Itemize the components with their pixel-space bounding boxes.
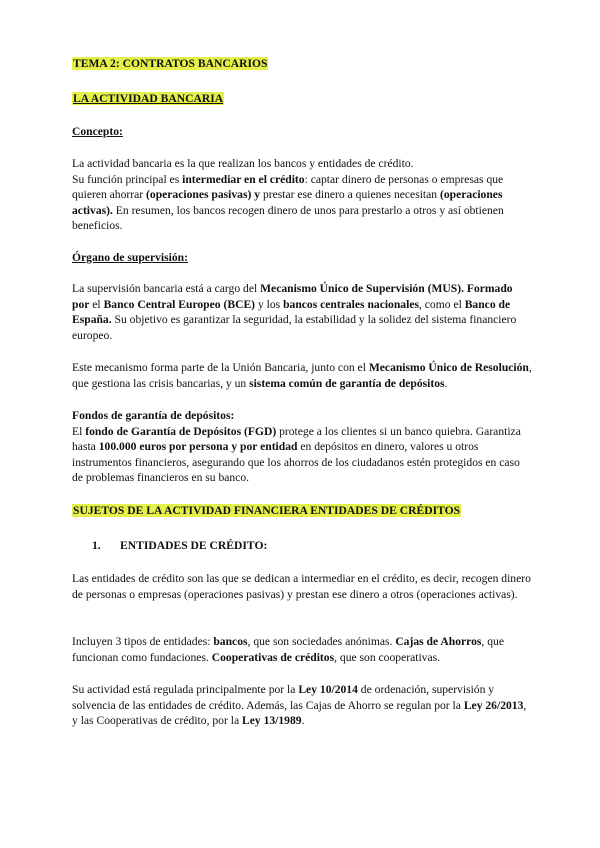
concepto-text-2c: : captar dinero de personas o empresas que quieren ahorrar [72, 172, 504, 202]
organo-text-1a: La supervisión bancaria está a cargo del [72, 282, 261, 295]
entidades-text-3d: Ley 26/2013 [463, 698, 524, 712]
organo-text-1e: Banco Central Europeo (BCE) [103, 297, 256, 311]
entidades-text-1: Las entidades de crédito son las que se dedican a intermediar en el crédito, es decir, recogen dinero de personas o empresas (operaciones pasivas) y prestan ese dinero a otros (operaciones activas). [72, 572, 531, 601]
organo-paragraph-1 [72, 281, 532, 343]
entidades-text-2f: Cooperativas de créditos [211, 650, 335, 664]
fondos-label: Fondos de garantía de depósitos: [72, 409, 235, 422]
organo-label-text: Órgano de supervisión: [72, 251, 188, 264]
document-title [72, 56, 532, 72]
organo-text-2d: sistema común de garantía de depósitos [249, 376, 445, 390]
list-item-entidades [0, 538, 600, 554]
concepto-paragraph [72, 156, 532, 234]
concepto-text-2e: y [251, 188, 261, 202]
list-item-title: ENTIDADES DE CRÉDITO: [120, 539, 268, 552]
section-heading-sujetos-text: SUJETOS DE LA ACTIVIDAD FINANCIERA ENTIDADES DE CRÉDITOS [73, 504, 461, 517]
entidades-text-3b: Ley 10/2014 [298, 683, 358, 696]
entidades-text-2a: Incluyen 3 tipos de entidades: [72, 635, 214, 648]
entidades-text-3f: Ley 13/1989 [242, 714, 302, 728]
concepto-text-2h: En resumen, los bancos recogen dinero de unos para prestarlo a otros y así obtienen beneficios. [72, 203, 504, 233]
concepto-text-2f: prestar ese dinero a quienes necesitan [260, 188, 440, 202]
entidades-paragraph-1 [72, 571, 532, 602]
concepto-label [72, 124, 532, 140]
entidades-paragraph-2 [72, 634, 532, 665]
organo-text-2e: . [444, 376, 448, 390]
concepto-text-1: La actividad bancaria es la que realizan los bancos y entidades de crédito. [72, 157, 414, 170]
concepto-text-2b: intermediar en el crédito [182, 172, 305, 186]
entidades-text-2c: , que son sociedades anónimas. [247, 635, 396, 648]
entidades-paragraph-3 [72, 682, 532, 729]
fondos-text-1e: en depósitos en dinero, valores u otros instrumentos financieros, asegurando que los ahorros de los ciudadanos estén protegidos en caso de problemas financieros en su banco. [72, 440, 520, 485]
document-title-text: TEMA 2: CONTRATOS BANCARIOS [73, 57, 268, 70]
organo-text-1b: Mecanismo Único de Supervisión (MUS). [260, 282, 464, 295]
organo-text-1j: Su objetivo es garantizar la seguridad, la estabilidad y la solidez del sistema financiero europeo. [72, 313, 517, 342]
list-item-number: 1. [92, 539, 101, 552]
fondos-text-1c: protege a los clientes si un banco quiebra. Garantiza hasta [72, 424, 521, 454]
organo-label [72, 250, 532, 266]
organo-text-2b: Mecanismo Único de Resolución [368, 361, 529, 374]
fondos-paragraph [72, 408, 532, 486]
fondos-text-1a: El [72, 424, 86, 438]
organo-text-1f: y los [255, 297, 284, 311]
entidades-text-2d: Cajas de Ahorros [395, 635, 482, 648]
fondos-text-1d: 100.000 euros por persona y por entidad [98, 440, 298, 454]
section-heading-actividad-bancaria [72, 91, 532, 107]
concepto-text-2d: (operaciones pasivas) [146, 188, 252, 202]
fondos-text-1b: fondo de Garantía de Depósitos (FGD) [85, 424, 277, 438]
entidades-text-3e: , y las Cooperativas de crédito, por la [72, 698, 527, 728]
organo-text-2a: Este mecanismo forma parte de la Unión Bancaria, junto con el [72, 361, 369, 374]
organo-text-1d: el [89, 297, 104, 311]
entidades-text-3c: de ordenación, supervisión y solvencia de las entidades de crédito. Además, las Cajas de Ahorro se regulan por la [72, 683, 495, 712]
entidades-text-2g: , que son cooperativas. [334, 650, 441, 664]
organo-text-1h: , como el [418, 297, 465, 311]
organo-text-1i: Banco de España. [72, 297, 511, 327]
concepto-text-2g: (operaciones activas). [72, 188, 503, 217]
entidades-text-2b: bancos [213, 635, 248, 648]
organo-text-1g: bancos centrales nacionales [283, 297, 419, 311]
organo-text-2c: , que gestiona las crisis bancarias, y un [72, 361, 532, 390]
concepto-text-2a: Su función principal es [72, 172, 183, 186]
concepto-label-text: Concepto: [72, 125, 123, 138]
entidades-text-3a: Su actividad está regulada principalmente por la [72, 683, 299, 696]
section-heading-text: LA ACTIVIDAD BANCARIA [73, 92, 224, 105]
entidades-text-2e: , que funcionan como fundaciones. [72, 635, 504, 664]
organo-paragraph-2 [72, 360, 532, 391]
organo-text-1c: Formado por [72, 282, 513, 311]
section-heading-sujetos [72, 503, 532, 519]
entidades-text-3g: . [301, 714, 305, 728]
